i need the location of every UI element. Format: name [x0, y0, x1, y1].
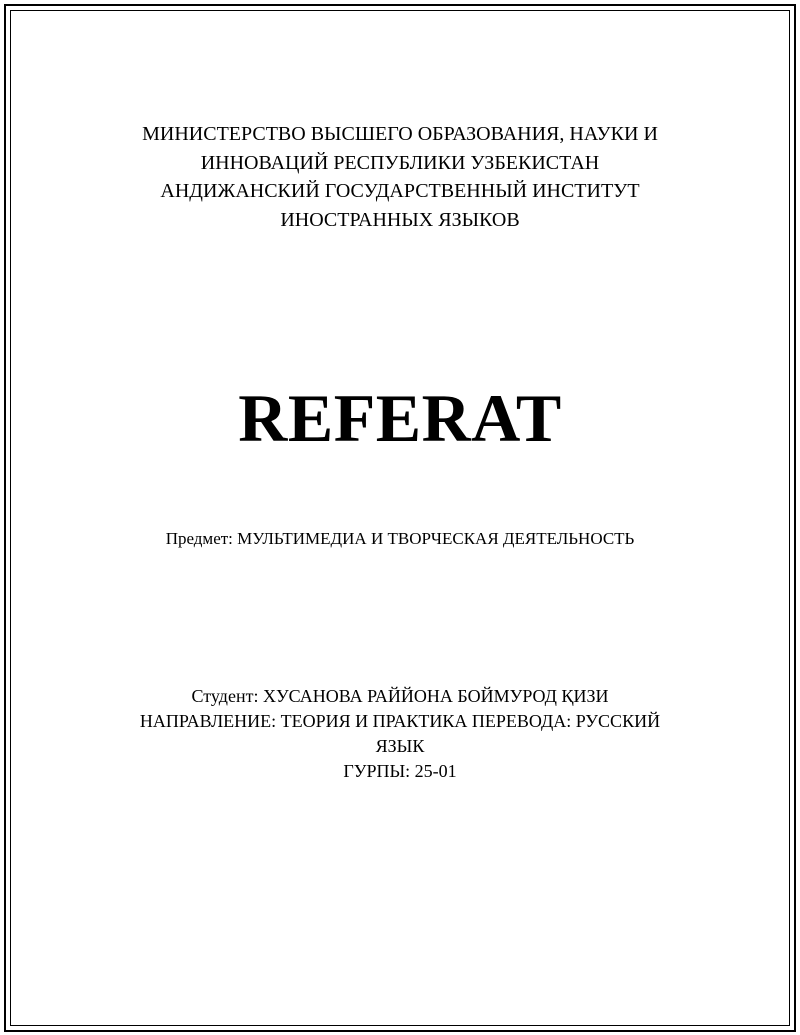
header-line: АНДИЖАНСКИЙ ГОСУДАРСТВЕННЫЙ ИНСТИТУТ — [160, 180, 640, 202]
group-line: ГУРПЫ: 25-01 — [343, 761, 457, 781]
direction-line: НАПРАВЛЕНИЕ: ТЕОРИЯ И ПРАКТИКА ПЕРЕВОДА: РУССКИЙ — [139, 711, 661, 731]
institution-header — [0, 120, 800, 234]
subject-line: Предмет: МУЛЬТИМЕДИА И ТВОРЧЕСКАЯ ДЕЯТЕЛЬНОСТЬ — [165, 529, 635, 548]
student-name-line: Студент: ХУСАНОВА РАЙЙОНА БОЙМУРОД ҚИЗИ — [191, 686, 609, 706]
direction-line-continued: ЯЗЫК — [375, 736, 425, 756]
header-line: МИНИСТЕРСТВО ВЫСШЕГО ОБРАЗОВАНИЯ, НАУКИ И — [142, 123, 658, 145]
header-line: ИННОВАЦИЙ РЕСПУБЛИКИ УЗБЕКИСТАН — [200, 151, 600, 174]
document-title: REFERAT — [238, 380, 562, 456]
student-info — [0, 684, 800, 784]
header-line: ИНОСТРАННЫХ ЯЗЫКОВ — [280, 208, 520, 231]
